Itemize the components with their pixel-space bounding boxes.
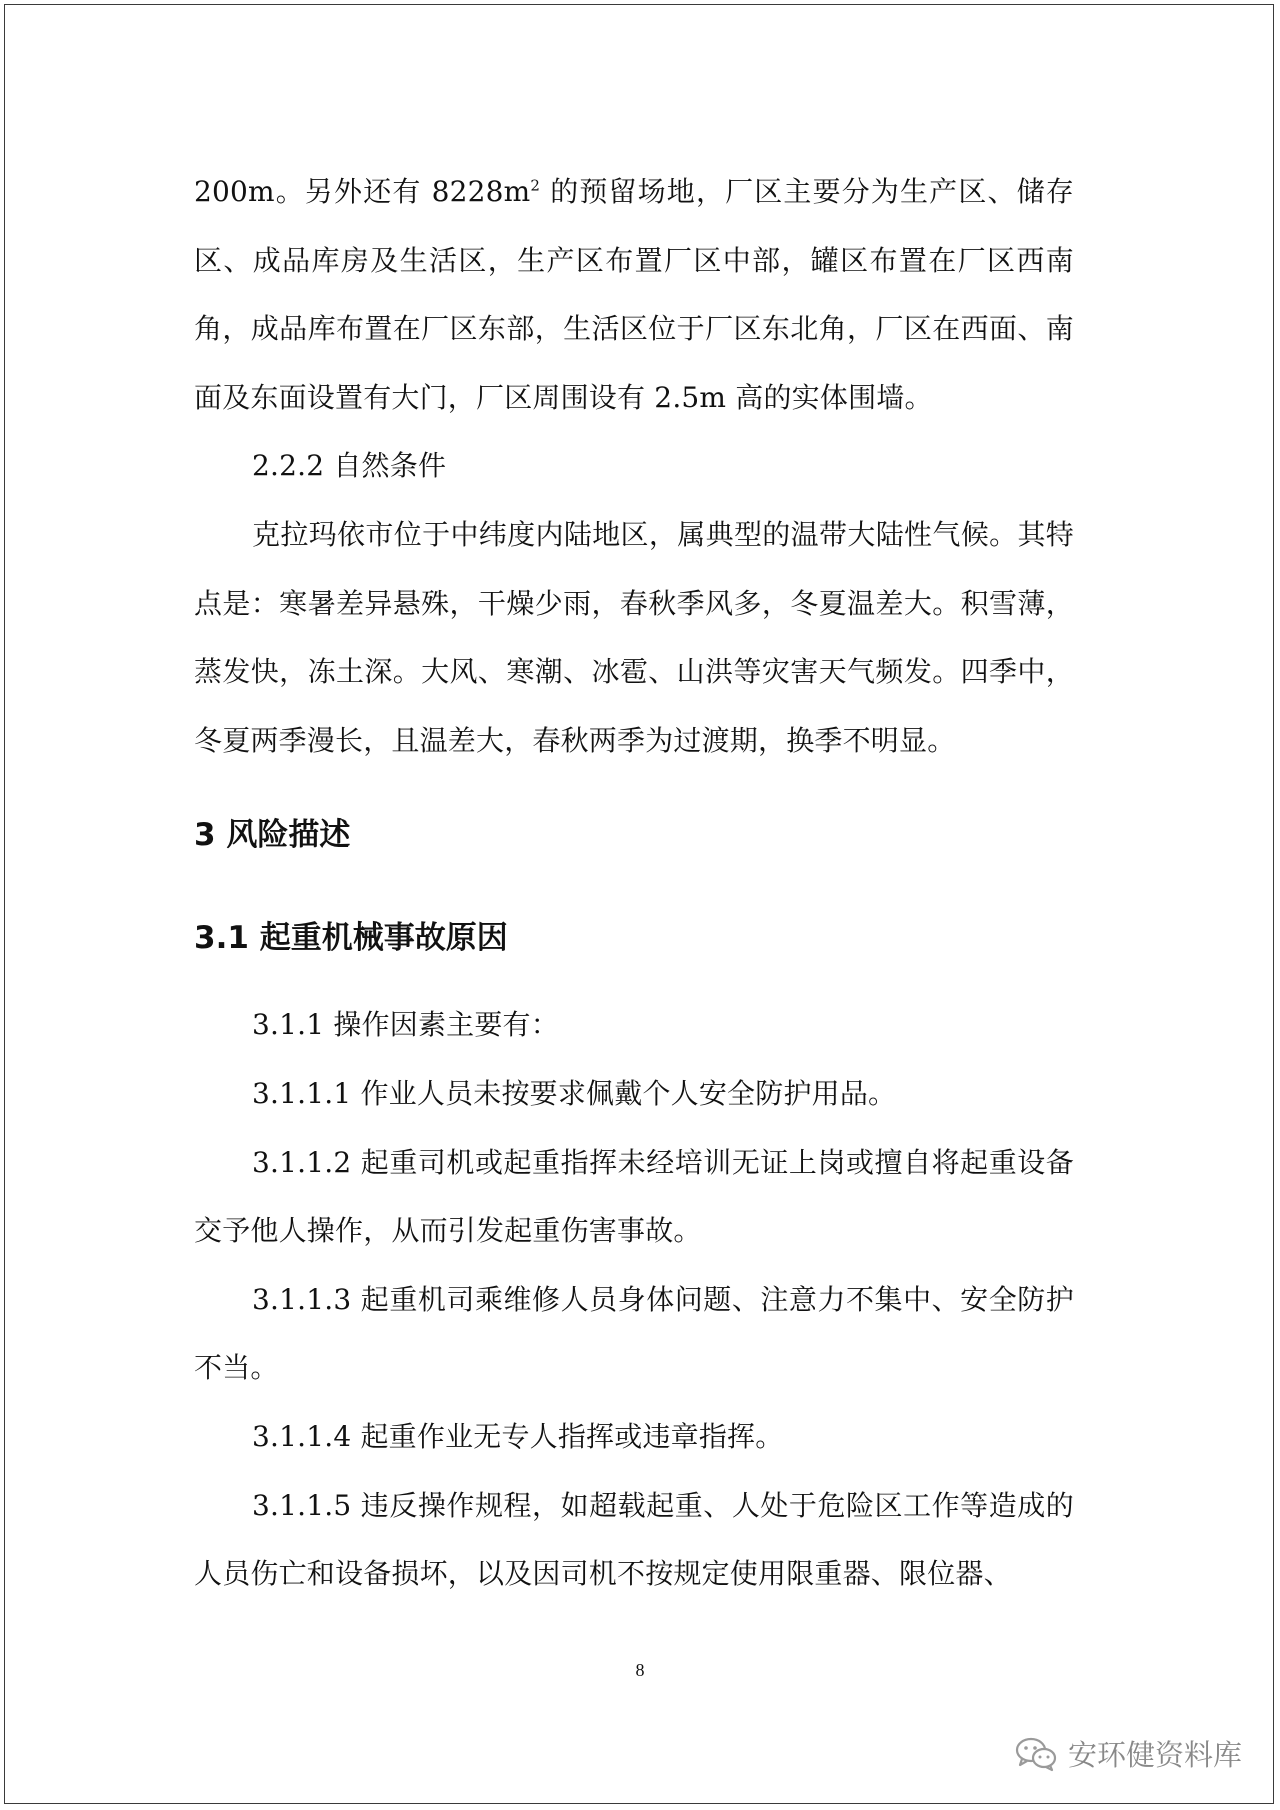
watermark-text: 安环健资料库 <box>1067 1738 1242 1772</box>
heading-3: 3 风险描述 <box>194 817 351 854</box>
item-3-1-1: 3.1.1 操作因素主要有： <box>252 1008 559 1042</box>
intro-text-end: 的预留场地，厂区主要分为生产区、储存区、成品库房及生活区，生产区布置厂区中部，罐区布置在厂区西南角，成品库布置在厂区东部，生活区位于厂区东北角，厂区在西面、南面及东面设置有大门，厂区周围设有 2.5m 高的实体围墙。 <box>194 175 1074 414</box>
superscript-two: 2 <box>530 176 541 195</box>
intro-paragraph <box>194 158 1074 432</box>
document-body <box>194 158 1074 1609</box>
heading-3-1: 3.1 起重机械事故原因 <box>194 920 508 957</box>
item-3-1-1-2: 3.1.1.2 起重司机或起重指挥未经培训无证上岗或擅自将起重设备交予他人操作，从而引发起重伤害事故。 <box>194 1145 1074 1248</box>
wechat-icon <box>1014 1736 1058 1772</box>
item-3-1-1-5: 3.1.1.5 违反操作规程，如超载起重、人处于危险区工作等造成的人员伤亡和设备损坏，以及因司机不按规定使用限重器、限位器、 <box>194 1488 1074 1591</box>
section-2-2-2-title: 2.2.2 自然条件 <box>252 449 447 483</box>
item-3-1-1-1: 3.1.1.1 作业人员未按要求佩戴个人安全防护用品。 <box>252 1076 897 1110</box>
intro-text-start: 200m。另外还有 8228m <box>194 175 531 208</box>
item-3-1-1-4: 3.1.1.4 起重作业无专人指挥或违章指挥。 <box>252 1419 784 1453</box>
item-3-1-1-3: 3.1.1.3 起重机司乘维修人员身体问题、注意力不集中、安全防护不当。 <box>194 1282 1074 1385</box>
watermark <box>1014 1733 1242 1774</box>
page-number: 8 <box>635 1660 645 1680</box>
section-2-2-2-body: 克拉玛依市位于中纬度内陆地区，属典型的温带大陆性气候。其特点是：寒暑差异悬殊，干燥少雨，春秋季风多，冬夏温差大。积雪薄，蒸发快，冻土深。大风、寒潮、冰雹、山洪等灾害天气频发。四季中，冬夏两季漫长，且温差大，春秋两季为过渡期，换季不明显。 <box>194 517 1074 757</box>
